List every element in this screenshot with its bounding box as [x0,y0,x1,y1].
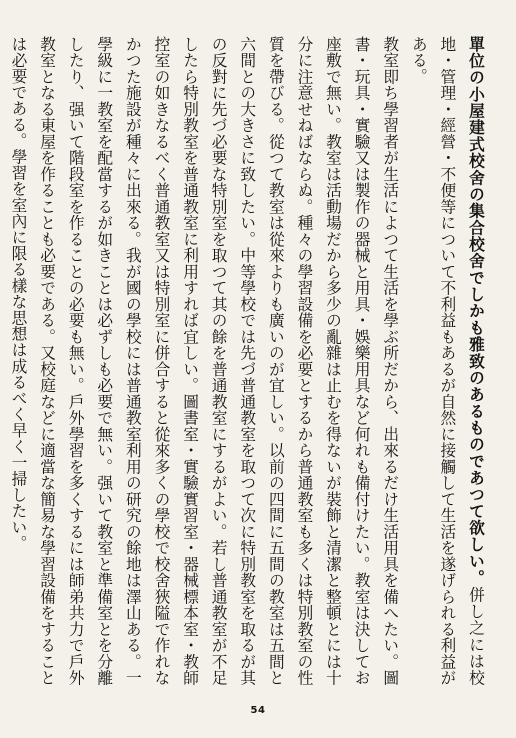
paragraph-text: 併し之には校地・管理・經營・不便等について不利益もあるが自然に接觸して生活を遂げられる利益がある。 [409,36,486,686]
paragraph-building-style [404,36,490,686]
paragraph-classroom [4,36,404,686]
page-number: 54 [250,705,266,716]
paragraph-text: 教室即ち學習者が生活によつて生活を學ぶ所だから、出來るだけ生活用具を備へたい。圖書・玩具・實驗又は製作の器械と用具・娛樂用具など何れも備付けたい。教室は決してお座敷で無い。教室は活動場だから多少の亂雜は止むを得ないが裝飾と清潔と整頓とには十分に注意せねばならぬ。種々の學習設備を必要とするから普通教室も多くは特別教室の性質を帶びる。從つて教室は從來よりも廣いのが宜しい。以前の四間に五間の教室は五間と六間との大きさに致したい。中等學校では先づ普通教室を取つて次に特別教室を取るが其の反對に先づ必要な特別室を取つて其の餘を普通教室にするがよい。若し普通教室が不足したら特別教室を普通教室に利用すれば宜しい。圖書室・實驗實習室・器械標本室・教師控室の如きなるべく普通教室又は特別室に併合すると從來多くの學校で校舍狹隘で作れなかつた施設が種々に出來る。我が國の學校には普通教室利用の研究の餘地は澤山ある。一學級に一教室を配當するが如きことは必ずしも必要で無い。强いて教室と準備室とを分離したり、强いて階段室を作ることの必要も無い。戶外學習を多くするには師弟共力で戶外教室となる東屋を作ることも必要である。又校庭などに適當な簡易な學習設備をすることは必要である。學習を室內に限る樣な思想は成るべく早く一掃したい。 [9,36,401,686]
paragraph-corridor [0,36,4,686]
emphasized-sentence: 單位の小屋建式校舍の集合校舍でしかも雅致のあるものであつて欲しい。 [467,36,486,587]
vertical-text-body [9,36,490,686]
